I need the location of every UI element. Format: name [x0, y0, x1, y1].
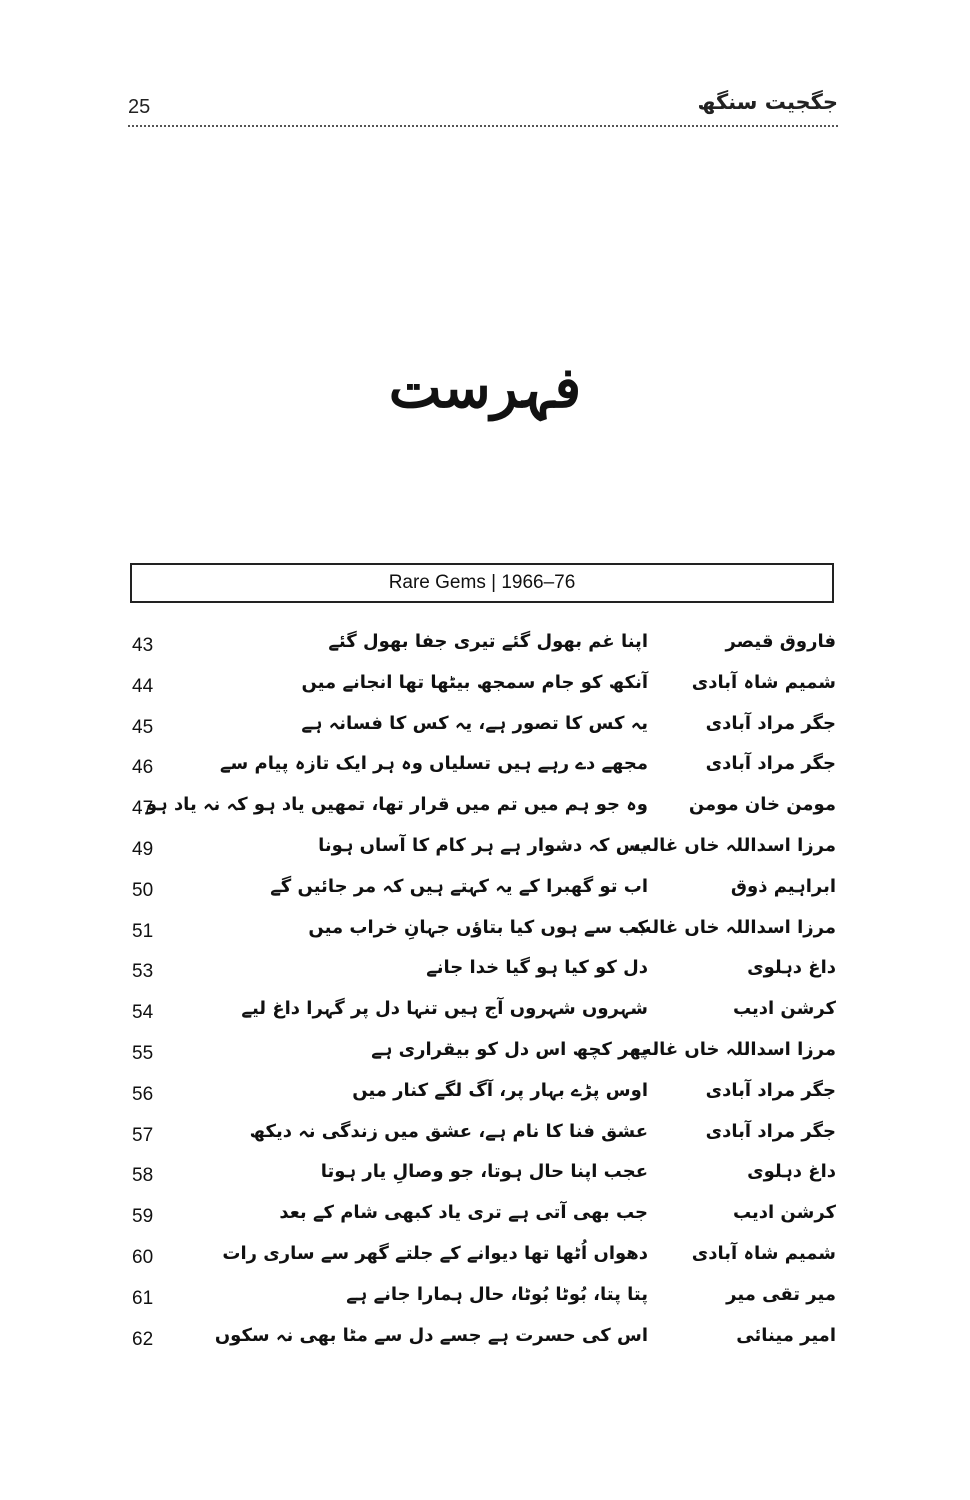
toc-entry-page-number: 58 — [132, 1165, 154, 1187]
toc-entry-poet: داغ دہلوی — [747, 957, 836, 979]
toc-entry-first-line: عشق فنا کا نام ہے، عشق میں زندگی نہ دیکھ — [249, 1120, 648, 1142]
toc-entry-first-line: شہروں شہروں آج ہیں تنہا دل پر گہرا داغ لیے — [241, 998, 648, 1020]
toc-entry-page-number: 49 — [132, 838, 154, 860]
toc-entry-poet: مرزا اسداللہ خاں غالب — [633, 1038, 836, 1060]
toc-entry-poet: میر تقی میر — [726, 1283, 836, 1305]
toc-entry-poet: جگر مراد آبادی — [705, 1120, 836, 1142]
toc-entry-poet: شمیم شاہ آبادی — [691, 671, 836, 693]
toc-entry-page-number: 46 — [132, 757, 154, 779]
toc-entry — [128, 790, 840, 831]
toc-entry-first-line: اپنا غم بھول گئے تیری جفا بھول گئے — [328, 631, 648, 652]
toc-entry-first-line: پھر کچھ اس دل کو بیقراری ہے — [371, 1038, 648, 1060]
toc-entry-page-number: 57 — [132, 1124, 154, 1146]
toc-entry-poet: ابراہیم ذوق — [730, 875, 836, 897]
toc-entry-poet: مومن خان مومن — [688, 794, 836, 816]
toc-entry-poet: مرزا اسداللہ خاں غالب — [633, 834, 836, 856]
section-label: Rare Gems | 1966–76 — [388, 572, 576, 593]
toc-entry-first-line: یہ کس کا تصور ہے، یہ کس کا فسانہ ہے — [301, 712, 648, 734]
toc-entry-page-number: 44 — [132, 675, 154, 697]
toc-entry-poet: جگر مراد آبادی — [705, 1079, 836, 1101]
toc-entry — [128, 668, 840, 709]
toc-entry-page-number: 53 — [132, 961, 154, 983]
toc-entry — [128, 1076, 840, 1117]
toc-entry — [128, 1321, 840, 1362]
toc-entry-page-number: 60 — [132, 1246, 154, 1268]
section-label-box — [130, 563, 834, 603]
toc-entry-page-number: 50 — [132, 879, 154, 901]
toc-entry-first-line: آنکھ کو جام سمجھ بیٹھا تھا انجانے میں — [301, 671, 648, 693]
toc-list — [128, 627, 840, 1361]
toc-entry — [128, 1280, 840, 1321]
toc-entry-page-number: 51 — [132, 920, 154, 942]
toc-entry-poet: مرزا اسداللہ خاں غالب — [633, 916, 836, 938]
toc-entry-poet: شمیم شاہ آبادی — [691, 1242, 836, 1264]
toc-entry-page-number: 43 — [132, 635, 154, 656]
toc-entry-poet: کرشن ادیب — [732, 998, 836, 1020]
toc-entry — [128, 749, 840, 790]
toc-entry-page-number: 47 — [132, 798, 154, 820]
toc-entry-first-line: دھواں اُٹھا تھا دیوانے کے جلتے گھر سے ساری رات — [222, 1242, 648, 1264]
toc-entry-page-number: 62 — [132, 1328, 154, 1350]
toc-entry-first-line: اس کی حسرت ہے جسے دل سے مٹا بھی نہ سکوں — [214, 1324, 648, 1346]
toc-entry-page-number: 55 — [132, 1042, 154, 1064]
toc-entry-first-line: عجب اپنا حال ہوتا، جو وصالِ یار ہوتا — [320, 1161, 648, 1183]
header-rule — [128, 125, 838, 127]
toc-entry-page-number: 45 — [132, 716, 154, 738]
toc-entry-page-number: 54 — [132, 1002, 154, 1024]
toc-entry — [128, 872, 840, 913]
toc-entry-poet: امیر مینائی — [736, 1324, 836, 1346]
toc-entry-first-line: اوس پڑے بہار پر، آگ لگے کنار میں — [352, 1079, 648, 1101]
toc-entry-page-number: 56 — [132, 1083, 154, 1105]
toc-entry-first-line: دل کو کیا ہو گیا خدا جانے — [426, 957, 648, 979]
toc-entry — [128, 1117, 840, 1158]
running-head-title: جگجیت سنگھ — [697, 90, 838, 114]
toc-entry-first-line: پتا پتا، بُوٹا بُوٹا، حال ہمارا جانے ہے — [346, 1283, 648, 1305]
toc-entry-poet: کرشن ادیب — [732, 1202, 836, 1224]
toc-entry — [128, 1239, 840, 1280]
toc-entry — [128, 709, 840, 750]
toc-entry — [128, 831, 840, 872]
toc-entry-poet: داغ دہلوی — [747, 1161, 836, 1183]
toc-entry — [128, 913, 840, 954]
toc-entry-poet: فاروق قیصر — [725, 631, 836, 652]
toc-entry — [128, 953, 840, 994]
toc-entry — [128, 1157, 840, 1198]
toc-entry — [128, 994, 840, 1035]
toc-entry-first-line: وہ جو ہم میں تم میں قرار تھا، تمھیں یاد ہو کہ نہ یاد ہو — [145, 794, 648, 816]
toc-entry — [128, 1198, 840, 1239]
toc-entry-first-line: مجھے دے رہے ہیں تسلیاں وہ ہر ایک تازہ پیام سے — [219, 753, 648, 775]
toc-entry-poet: جگر مراد آبادی — [705, 712, 836, 734]
toc-entry-first-line: اب تو گھبرا کے یہ کہتے ہیں کہ مر جائیں گے — [270, 875, 648, 897]
toc-entry-first-line: بس کہ دشوار ہے ہر کام کا آساں ہونا — [318, 834, 648, 856]
toc-entry-first-line: کب سے ہوں کیا بتاؤں جہانِ خراب میں — [308, 916, 648, 938]
toc-title: فہرست — [388, 355, 582, 421]
toc-entry — [128, 627, 840, 668]
toc-entry-first-line: جب بھی آتی ہے تری یاد کبھی شام کے بعد — [279, 1202, 648, 1224]
toc-entry-page-number: 61 — [132, 1287, 154, 1309]
toc-entry — [128, 1035, 840, 1076]
page-number: 25 — [128, 96, 151, 118]
toc-entry-page-number: 59 — [132, 1206, 154, 1228]
toc-entry-poet: جگر مراد آبادی — [705, 753, 836, 775]
